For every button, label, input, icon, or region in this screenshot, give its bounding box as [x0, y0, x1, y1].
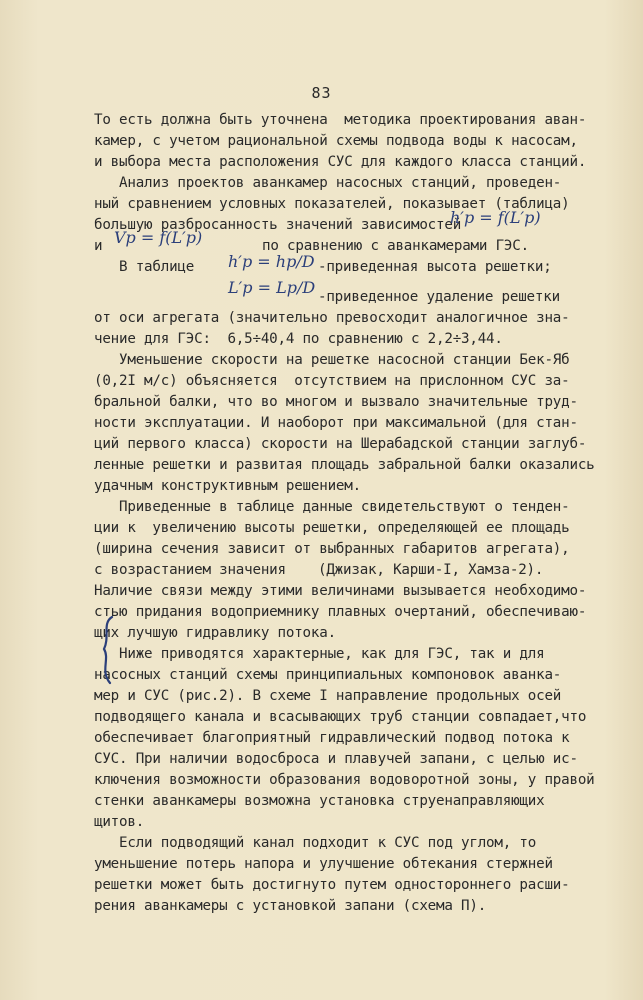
text-line: -приведенная высота решетки; — [318, 259, 552, 275]
text-line: ции к увеличению высоты решетки, определяющей ее площадь — [94, 520, 570, 536]
text-line: бральной балки, что во многом и вызвало значительные труд- — [94, 394, 578, 410]
text-line: с возрастанием значения — [94, 562, 286, 578]
handwritten-formula-v: Vp = f(L′p) — [114, 228, 203, 247]
text-line: Если подводящий канал подходит к СУС под углом, то — [94, 835, 537, 851]
handwritten-definition-l: L′p = Lp/D — [228, 278, 316, 297]
text-line: ций первого класса) скорости на Шерабадской станции заглуб- — [94, 436, 587, 452]
text-line: (Джизак, Карши-I, Хамза-2). — [318, 562, 544, 578]
text-line: ный сравнением условных показателей, показывает (таблица) — [94, 196, 570, 212]
text-line: камер, с учетом рациональной схемы подвода воды к насосам, — [94, 133, 578, 149]
text-line: Наличие связи между этими величинами вызывается необходимо- — [94, 583, 587, 599]
text-line: стенки аванкамеры возможна установка струенаправляющих — [94, 793, 545, 809]
text-line: щих лучшую гидравлику потока. — [94, 625, 336, 641]
handwritten-definition-h: h′p = hp/D — [228, 252, 315, 271]
text-line: Приведенные в таблице данные свидетельствуют о тенден- — [94, 499, 570, 515]
text-line: насосных станций схемы принципиальных компоновок аванка- — [94, 667, 562, 683]
text-line: (ширина сечения зависит от выбранных габаритов агрегата), — [94, 541, 570, 557]
handwritten-formula-h: h′p = f(L′p) — [450, 208, 541, 227]
text-line: рения аванкамеры с установкой запани (схема П). — [94, 898, 487, 914]
text-line: Ниже приводятся характерные, как для ГЭС, так и для — [94, 646, 545, 662]
text-line: ленные решетки и развитая площадь забральной балки оказались — [94, 457, 595, 473]
text-line: ности эксплуатации. И наоборот при максимальной (для стан- — [94, 415, 578, 431]
text-line: мер и СУС (рис.2). В схеме I направление продольных осей — [94, 688, 562, 704]
page-number: 83 — [311, 84, 332, 102]
text-line: решетки может быть достигнуто путем одностороннего расши- — [94, 877, 570, 893]
text-line: СУС. При наличии водосброса и плавучей запани, с целью ис- — [94, 751, 578, 767]
text-line: Анализ проектов аванкамер насосных станций, проведен- — [94, 175, 562, 191]
text-line: обеспечивает благоприятный гидравлический подвод потока к — [94, 730, 570, 746]
text-line: В таблице — [94, 259, 195, 275]
text-line: (0,2I м/с) объясняется отсутствием на прислонном СУС за- — [94, 373, 570, 389]
text-line: стью придания водоприемнику плавных очертаний, обеспечиваю- — [94, 604, 587, 620]
text-line: большую разбросанность значений зависимостей — [94, 217, 462, 233]
text-line: и — [94, 238, 103, 254]
text-line: от оси агрегата (значительно превосходит аналогичное зна- — [94, 310, 570, 326]
text-line: чение для ГЭС: 6,5÷40,4 по сравнению с 2,2÷3,44. — [94, 331, 503, 347]
text-line: ключения возможности образования водоворотной зоны, у правой — [94, 772, 595, 788]
text-line: -приведенное удаление решетки — [318, 289, 560, 305]
text-line: Уменьшение скорости на решетке насосной станции Бек-Яб — [94, 352, 570, 368]
text-line: по сравнению с аванкамерами ГЭС. — [262, 238, 529, 254]
text-line: уменьшение потерь напора и улучшение обтекания стержней — [94, 856, 553, 872]
text-line: То есть должна быть уточнена методика проектирования аван- — [94, 112, 587, 128]
text-line: и выбора места расположения СУС для каждого класса станций. — [94, 154, 587, 170]
text-line: щитов. — [94, 814, 145, 830]
text-line: подводящего канала и всасывающих труб станции совпадает,что — [94, 709, 587, 725]
margin-bracket-mark — [96, 615, 118, 685]
text-line: удачным конструктивным решением. — [94, 478, 361, 494]
